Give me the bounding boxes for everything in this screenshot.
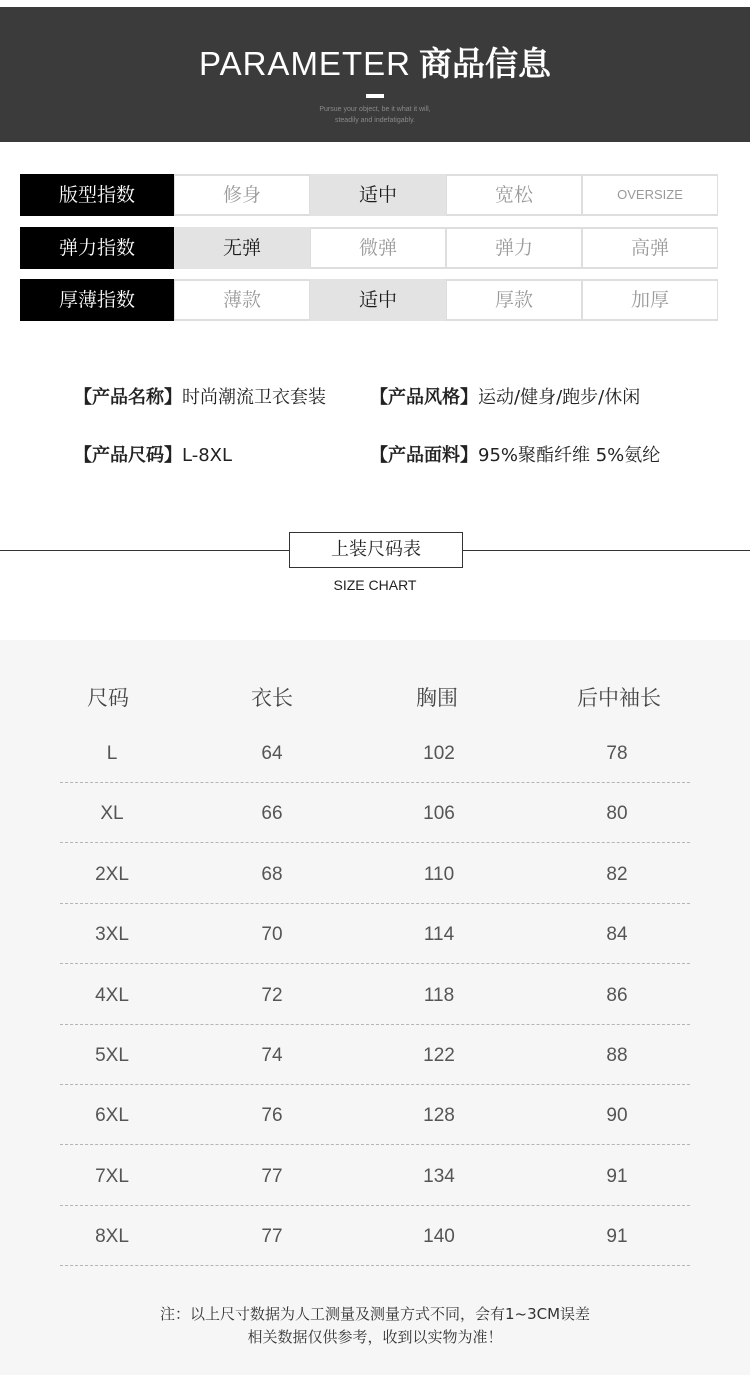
table-cell: 2XL: [95, 863, 129, 885]
product-name: [74, 383, 326, 409]
table-cell: 77: [261, 1165, 283, 1187]
table-cell: 106: [423, 803, 455, 825]
table-header-chest: 胸围: [416, 686, 458, 710]
divider-right: [463, 550, 750, 551]
table-row-divider: [60, 963, 690, 964]
product-fabric: [370, 441, 660, 467]
table-cell: 80: [606, 803, 628, 825]
table-row-divider: [60, 1084, 690, 1085]
table-cell: 78: [606, 743, 628, 764]
table-header-size: 尺码: [87, 686, 129, 710]
table-cell: 134: [423, 1165, 455, 1187]
table-cell: 84: [606, 924, 628, 946]
title-chinese: 商品信息: [418, 44, 551, 83]
table-cell: 140: [423, 1226, 455, 1248]
note-line2: 相关数据仅供参考，收到以实物为准！: [247, 1328, 503, 1346]
param-option: 修身: [174, 174, 310, 216]
param-option-selected: 适中: [310, 174, 446, 216]
table-cell: 5XL: [95, 1045, 129, 1066]
title-english: PARAMETER: [199, 45, 411, 82]
param-option: 微弹: [310, 227, 446, 269]
table-cell: 8XL: [95, 1226, 129, 1248]
table-cell: 91: [606, 1165, 628, 1187]
param-option: 薄款: [174, 279, 310, 321]
table-cell: 4XL: [95, 984, 129, 1006]
param-option: 厚款: [446, 279, 582, 321]
table-cell: 114: [423, 924, 455, 946]
product-style-value: 运动/健身/跑步/休闲: [478, 387, 641, 408]
banner-subtitle-line2: steadily and indefatigably.: [334, 117, 416, 124]
table-cell: 90: [606, 1105, 628, 1127]
table-cell: 7XL: [95, 1165, 129, 1187]
param-option-selected: 无弹: [174, 227, 310, 269]
page-title: [0, 38, 750, 85]
param-label: 厚薄指数: [20, 279, 174, 321]
param-option-selected: 适中: [310, 279, 446, 321]
table-header-sleeve: 后中袖长: [577, 686, 661, 710]
product-size-value: L-8XL: [182, 445, 233, 466]
param-row-fit: [20, 174, 718, 216]
table-cell: 86: [606, 984, 628, 1006]
table-cell: 74: [261, 1045, 283, 1066]
title-underline: [366, 94, 384, 98]
table-row-divider: [60, 1265, 690, 1266]
table-cell: XL: [100, 803, 124, 825]
size-chart-subtitle: SIZE CHART: [333, 577, 417, 593]
param-row-elasticity: [20, 227, 718, 269]
table-cell: 82: [606, 863, 628, 885]
divider-left: [0, 550, 289, 551]
param-label: 弹力指数: [20, 227, 174, 269]
table-cell: 68: [261, 863, 283, 885]
table-row-divider: [60, 1205, 690, 1206]
product-fabric-value: 95%聚酯纤维 5%氨纶: [478, 445, 661, 466]
table-cell: 88: [606, 1045, 628, 1066]
table-cell: 77: [261, 1226, 283, 1248]
param-options: [174, 174, 718, 216]
table-cell: 76: [261, 1105, 283, 1127]
table-header-length: 衣长: [251, 686, 293, 710]
table-cell: 122: [423, 1045, 455, 1066]
table-row-divider: [60, 782, 690, 783]
param-label: 版型指数: [20, 174, 174, 216]
product-name-key: 【产品名称】: [74, 387, 182, 408]
product-name-value: 时尚潮流卫衣套装: [182, 387, 326, 408]
table-cell: L: [106, 743, 118, 764]
param-row-thickness: [20, 279, 718, 321]
param-option: 高弹: [582, 227, 718, 269]
param-options: [174, 227, 718, 269]
param-option: 加厚: [582, 279, 718, 321]
table-row-divider: [60, 1024, 690, 1025]
table-cell: 118: [423, 984, 455, 1006]
table-cell: 72: [261, 984, 283, 1006]
table-cell: 91: [606, 1226, 628, 1248]
size-chart-title: 上装尺码表: [289, 532, 463, 568]
table-cell: 110: [423, 863, 455, 885]
table-row-divider: [60, 903, 690, 904]
table-cell: 102: [423, 743, 455, 764]
product-size-key: 【产品尺码】: [74, 445, 182, 466]
table-row-divider: [60, 842, 690, 843]
banner-subtitle-line1: Pursue your object, be it what it will,: [319, 106, 431, 113]
table-cell: 66: [261, 803, 283, 825]
product-style: [370, 383, 640, 409]
param-option: 宽松: [446, 174, 582, 216]
table-cell: 128: [423, 1105, 455, 1127]
param-option: OVERSIZE: [582, 174, 718, 216]
table-cell: 64: [261, 743, 283, 764]
product-fabric-key: 【产品面料】: [370, 445, 478, 466]
table-row-divider: [60, 1144, 690, 1145]
param-options: [174, 279, 718, 321]
product-style-key: 【产品风格】: [370, 387, 478, 408]
product-size: [74, 441, 232, 467]
table-cell: 3XL: [95, 924, 129, 946]
param-option: 弹力: [446, 227, 582, 269]
table-cell: 6XL: [95, 1105, 129, 1127]
table-cell: 70: [261, 924, 283, 946]
note-line1: 注：以上尺寸数据为人工测量及测量方式不同，会有1~3CM误差: [159, 1305, 591, 1323]
